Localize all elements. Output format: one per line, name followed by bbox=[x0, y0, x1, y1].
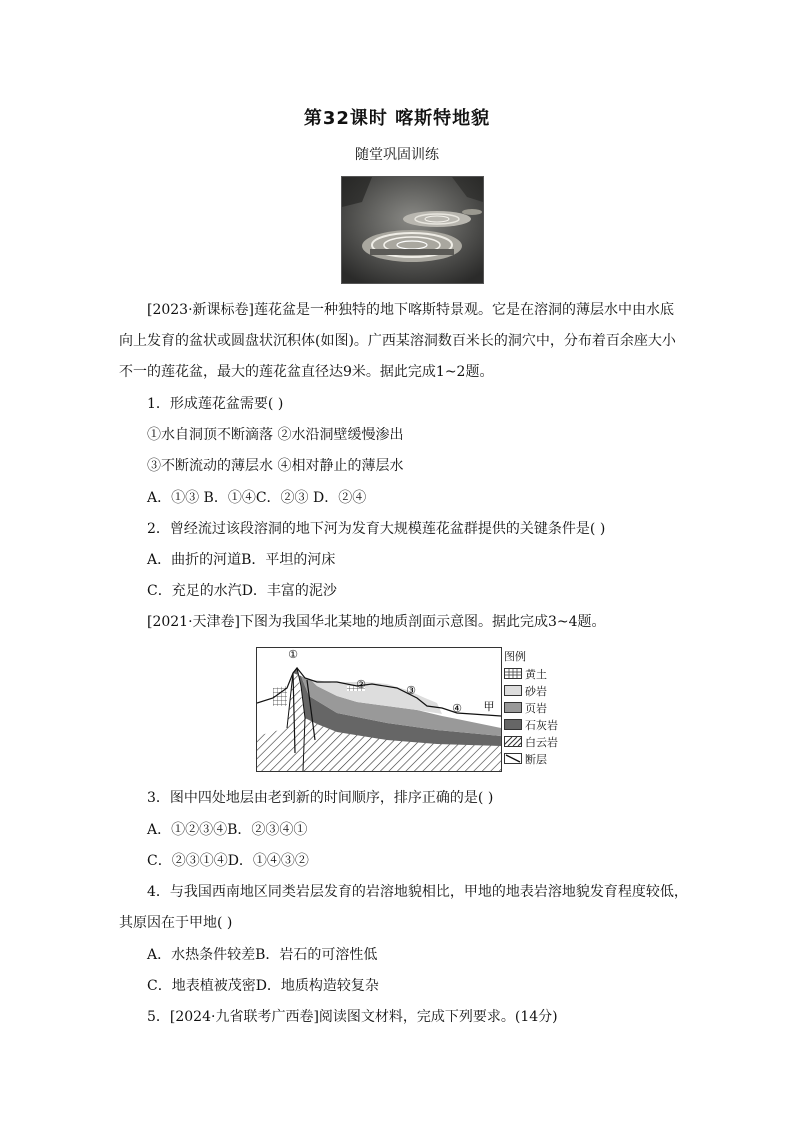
marker-2: ② bbox=[356, 678, 366, 691]
question-5-stem: 5．[2024·九省联考广西卷]阅读图文材料，完成下列要求。(14分) bbox=[147, 1009, 558, 1025]
question-4-stem-line1: 4．与我国西南地区同类岩层发育的岩溶地貌相比，甲地的地表岩溶地貌发育程度较低， bbox=[147, 884, 688, 900]
figure-legend bbox=[504, 647, 594, 767]
legend-item bbox=[504, 699, 594, 716]
question-1-stem: 1．形成莲花盆需要( ) bbox=[147, 396, 284, 412]
legend-item bbox=[504, 665, 594, 682]
question-3-choices-ab: A．①②③④B．②③④① bbox=[147, 822, 308, 838]
question-4-choices-cd: C．地表植被茂密D．地质构造较复杂 bbox=[147, 978, 379, 994]
marker-4: ④ bbox=[452, 702, 462, 715]
question-4-stem-line2: 其原因在于甲地( ) bbox=[119, 915, 233, 931]
legend-label: 石灰岩 bbox=[525, 718, 558, 732]
question-2-choices-ab: A．曲折的河道B．平坦的河床 bbox=[147, 552, 336, 568]
question-1-statements-a: ①水自洞顶不断滴落 ②水沿洞壁缓慢渗出 bbox=[147, 427, 404, 443]
section-subtitle: 随堂巩固训练 bbox=[355, 147, 439, 163]
dolomite-swatch-icon bbox=[504, 736, 522, 747]
legend-title: 图例 bbox=[504, 650, 526, 663]
legend-label: 断层 bbox=[525, 752, 547, 766]
question-3-choices-cd: C．②③①④D．①④③② bbox=[147, 853, 309, 869]
limestone-swatch-icon bbox=[504, 719, 522, 730]
marker-jia: 甲 bbox=[483, 700, 495, 713]
intro-paragraph-line1: [2023·新课标卷]莲花盆是一种独特的地下喀斯特景观。它是在溶洞的薄层水中由水底 bbox=[147, 302, 675, 318]
question-4-choices-ab: A．水热条件较差B．岩石的可溶性低 bbox=[147, 947, 378, 963]
legend-item bbox=[504, 733, 594, 750]
intro-paragraph-line2: 向上发育的盆状或圆盘状沉积体(如图)。广西某溶洞数百米长的洞穴中，分布着百余座大小 bbox=[119, 333, 676, 349]
legend-label: 砂岩 bbox=[525, 684, 547, 698]
geologic-cross-section bbox=[256, 647, 502, 772]
cave-photo bbox=[341, 176, 484, 284]
marker-1: ① bbox=[288, 648, 298, 661]
intro-paragraph-2: [2021·天津卷]下图为我国华北某地的地质剖面示意图。据此完成3~4题。 bbox=[147, 614, 606, 630]
question-3-stem: 3．图中四处地层由老到新的时间顺序，排序正确的是( ) bbox=[147, 790, 494, 806]
intro-paragraph-line3: 不一的莲花盆，最大的莲花盆直径达9米。据此完成1~2题。 bbox=[119, 364, 494, 380]
marker-3: ③ bbox=[406, 684, 416, 697]
question-1-statements-b: ③不断流动的薄层水 ④相对静止的薄层水 bbox=[147, 458, 404, 474]
shale-swatch-icon bbox=[504, 702, 522, 713]
legend-label: 白云岩 bbox=[525, 735, 558, 749]
legend-item bbox=[504, 716, 594, 733]
legend-label: 页岩 bbox=[525, 701, 547, 715]
legend-item bbox=[504, 750, 594, 767]
sandstone-swatch-icon bbox=[504, 685, 522, 696]
loess-swatch-icon bbox=[504, 668, 522, 679]
legend-label: 黄土 bbox=[525, 667, 547, 681]
fault-swatch-icon bbox=[504, 753, 522, 764]
question-2-choices-cd: C．充足的水汽D．丰富的泥沙 bbox=[147, 583, 337, 599]
legend-item bbox=[504, 682, 594, 699]
question-2-stem: 2．曾经流过该段溶洞的地下河为发育大规模莲花盆群提供的关键条件是( ) bbox=[147, 521, 606, 537]
question-1-choices: A．①③ B．①④C．②③ D．②④ bbox=[147, 490, 367, 506]
page-title: 第32课时 喀斯特地貌 bbox=[303, 108, 491, 129]
